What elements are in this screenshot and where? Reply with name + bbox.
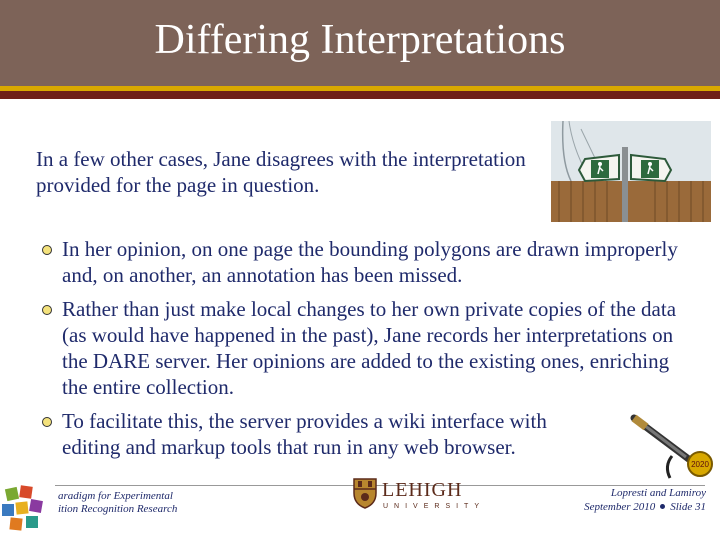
slide-title: Differing Interpretations [154, 17, 566, 63]
lehigh-subtitle: UNIVERSITY [383, 503, 486, 510]
title-bar-maroon-stripe [0, 91, 720, 99]
bullet-list [50, 236, 690, 468]
bullet-marker-icon [42, 305, 52, 315]
footer-date-slide [584, 500, 706, 514]
list-item [50, 408, 690, 460]
telescope-icon [620, 408, 716, 484]
footer-date: September 2010 [584, 501, 656, 513]
footer-authors: Lopresti and Lamiroy [610, 487, 706, 499]
bullet-text: Rather than just make local changes to her own private copies of the data (as would have happened in the past), Jane records her interpretations on the DARE server. Her opinions are added to the existing ones, enriching the entire collection. [62, 297, 677, 399]
telescope-badge-text: 2020 [691, 460, 709, 469]
footpath-sign-photo [551, 121, 711, 222]
bullet-text: In her opinion, on one page the bounding polygons are drawn improperly and, on another, an annotation has been missed. [62, 237, 678, 287]
footer-project-name [58, 490, 177, 516]
intro-paragraph: In a few other cases, Jane disagrees with the interpretation provided for the page in question. [36, 147, 526, 197]
footer-credits [584, 486, 706, 514]
separator-dot-icon [660, 504, 665, 509]
footer-left-line1: aradigm for Experimental [58, 490, 173, 502]
lehigh-wordmark: LEHIGH [382, 479, 463, 501]
list-item [50, 296, 690, 400]
list-item [50, 236, 690, 288]
bullet-marker-icon [42, 245, 52, 255]
footer-left-line2: ition Recognition Research [58, 503, 178, 515]
bullet-text: To facilitate this, the server provides a wiki interface with editing and markup tools that run in any web browser. [62, 409, 547, 459]
lehigh-logo [352, 475, 486, 535]
lehigh-shield-icon [352, 477, 378, 509]
dare-logo [0, 484, 64, 540]
footer-slide-number: Slide 31 [670, 501, 706, 513]
bullet-marker-icon [42, 417, 52, 427]
